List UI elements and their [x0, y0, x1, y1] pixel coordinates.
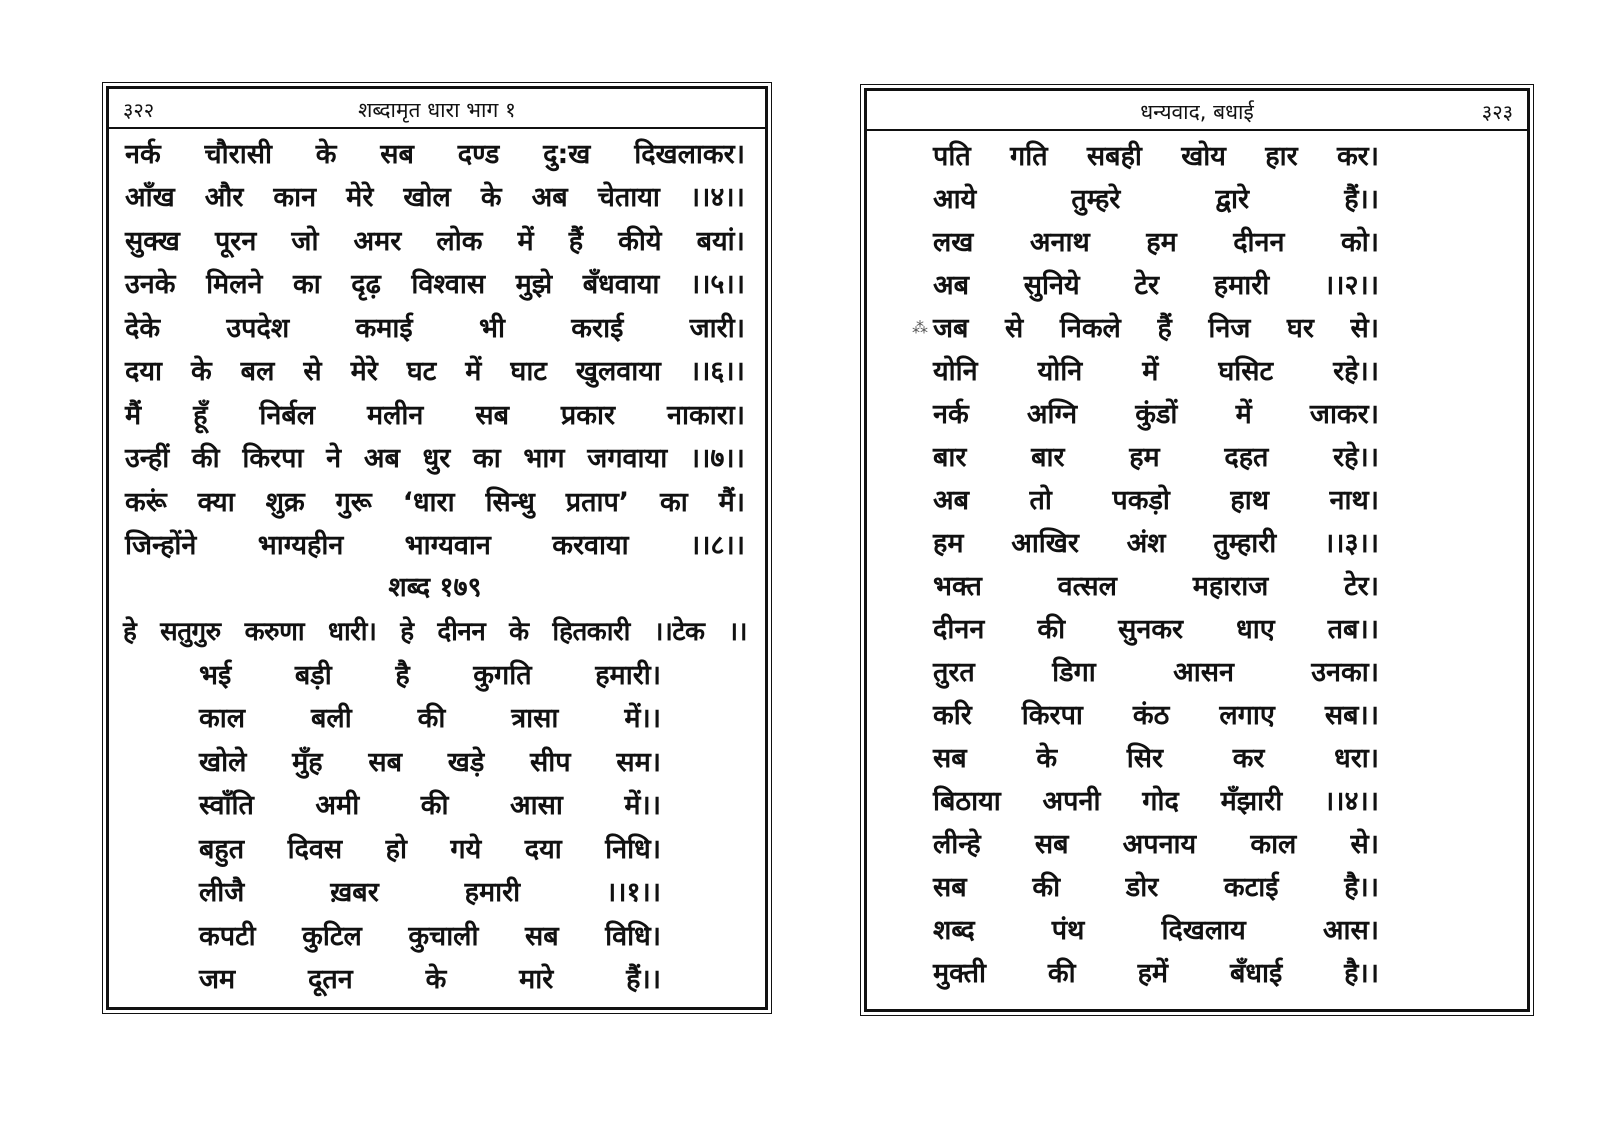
- word: नाथ।: [1329, 484, 1379, 516]
- word: दूतन: [308, 964, 353, 995]
- word: निर्बल: [259, 399, 316, 431]
- word: है।।: [1344, 957, 1379, 989]
- word: कुचाली: [408, 920, 479, 952]
- word: अमर: [353, 225, 402, 257]
- word: हाथ: [1230, 484, 1269, 516]
- word: दहत: [1224, 441, 1269, 473]
- word: किरपा: [242, 443, 304, 474]
- word: तब।।: [1327, 613, 1379, 645]
- word: प्रकार: [560, 399, 616, 431]
- word: अब: [933, 484, 970, 516]
- word: ।।१।।: [605, 877, 661, 908]
- word: से: [303, 356, 322, 387]
- word: आसन: [1173, 656, 1234, 688]
- word: तुम्हारी: [1213, 527, 1277, 559]
- word: सब: [933, 742, 967, 774]
- word: रहे।।: [1333, 441, 1379, 473]
- word: जम: [199, 964, 236, 995]
- word: से।: [1350, 828, 1379, 860]
- word: कान: [273, 182, 317, 213]
- left-indented-line: [199, 783, 661, 825]
- word: उनके: [125, 269, 176, 300]
- word: अपनाय: [1122, 828, 1197, 860]
- word: भाग्यहीन: [257, 530, 344, 561]
- word: मलीन: [366, 399, 424, 431]
- word: त्रासा: [511, 703, 559, 734]
- word: कुंडों: [1135, 398, 1178, 430]
- word: टेर: [1134, 269, 1160, 301]
- right-page-number: ३२३: [1481, 100, 1513, 124]
- word: की: [1037, 613, 1066, 645]
- word: दीनन: [933, 613, 985, 645]
- word: पूरन: [214, 225, 257, 257]
- word: अब: [933, 269, 970, 301]
- word: सबही: [1086, 140, 1142, 172]
- word: के: [480, 182, 502, 213]
- word: कमाई: [355, 312, 413, 344]
- word: और: [204, 182, 244, 213]
- word: सुक्ख: [125, 225, 180, 257]
- word: स्वाँति: [199, 790, 254, 821]
- word: मेरे: [350, 356, 378, 387]
- word: लीजै: [199, 877, 245, 908]
- word: सब: [475, 399, 509, 431]
- word: आस।: [1322, 914, 1379, 946]
- right-verse-line: [933, 606, 1379, 648]
- word: देके: [125, 312, 161, 344]
- word: खोल: [403, 182, 451, 213]
- word: दिखलाय: [1161, 914, 1246, 946]
- word: के: [190, 356, 212, 387]
- word: घाट: [510, 356, 547, 387]
- word: अपनी: [1042, 785, 1101, 817]
- word: हैं: [568, 225, 584, 257]
- word: हैं।।: [626, 964, 661, 995]
- scan-speck: ⁂: [912, 318, 928, 337]
- word: चेताया: [597, 182, 660, 213]
- left-page-number: ३२२: [123, 98, 155, 122]
- word: है।।: [1344, 871, 1379, 903]
- right-verse-line: [933, 821, 1379, 863]
- word: हैं: [1157, 312, 1172, 344]
- word: मँझारी: [1220, 785, 1283, 817]
- left-indented-line: [199, 957, 661, 999]
- word: हो: [385, 833, 407, 865]
- word: बार: [933, 441, 967, 473]
- word: नाकारा।: [666, 399, 745, 431]
- word: लगाए: [1219, 699, 1275, 731]
- word: हितकारी: [552, 617, 630, 647]
- left-page: [106, 86, 768, 1010]
- word: मुझे: [515, 269, 553, 300]
- word: बड़ी: [294, 659, 332, 691]
- word: धाए: [1236, 613, 1275, 645]
- word: मिलने: [206, 269, 263, 300]
- word: ‘धारा: [402, 486, 455, 518]
- right-page-header: [867, 91, 1527, 131]
- word: ।।८।।: [690, 530, 745, 561]
- word: मुँह: [292, 746, 323, 778]
- word: अग्नि: [1026, 398, 1078, 430]
- word: आखिर: [1011, 527, 1079, 559]
- left-verse-line: [125, 523, 745, 565]
- word: घसिट: [1218, 355, 1274, 387]
- right-verse-line: [933, 348, 1379, 390]
- word: नर्क: [125, 138, 161, 170]
- word: गये: [450, 833, 482, 865]
- word: ।।३।।: [1324, 527, 1379, 559]
- word: तो: [1029, 484, 1052, 516]
- word: दीनन: [437, 617, 486, 647]
- word: सम।: [616, 746, 661, 778]
- word: के: [315, 138, 337, 170]
- word: किरपा: [1021, 699, 1083, 731]
- right-verse-line: [933, 305, 1379, 347]
- left-page-header-title: शब्दामृत धारा भाग १: [358, 98, 516, 122]
- right-verse-line: [933, 864, 1379, 906]
- word: करुणा: [244, 617, 305, 647]
- word: उन्हीं: [125, 443, 170, 474]
- word: बयां।: [696, 225, 745, 257]
- right-verse-line: [933, 133, 1379, 175]
- word: डोर: [1125, 871, 1159, 903]
- word: ।।५।।: [689, 269, 745, 300]
- word: अनाथ: [1029, 226, 1090, 258]
- word: ।।टेक: [653, 617, 705, 647]
- word: हूँ: [193, 399, 208, 431]
- word: रहे।।: [1333, 355, 1379, 387]
- left-indented-line: [199, 913, 661, 955]
- word: हे: [400, 617, 414, 647]
- right-verse-line: [933, 950, 1379, 992]
- word: ।।: [728, 617, 747, 647]
- word: पकड़ो: [1112, 484, 1170, 516]
- right-verse-line: [933, 176, 1379, 218]
- word: लख: [933, 226, 974, 258]
- right-verse-line: [933, 649, 1379, 691]
- word: बिठाया: [933, 785, 1001, 817]
- word: हमारी: [464, 877, 521, 908]
- word: से।: [1350, 312, 1379, 344]
- word: हार: [1265, 140, 1298, 172]
- word: सब: [368, 746, 403, 778]
- word: अमी: [315, 790, 360, 821]
- word: सीप: [530, 746, 571, 778]
- word: वत्सल: [1057, 570, 1117, 602]
- word: भक्त: [933, 570, 982, 602]
- word: कराई: [571, 312, 624, 344]
- word: नर्क: [933, 398, 969, 430]
- word: शुक्र: [265, 486, 305, 518]
- word: हैं।।: [1344, 183, 1379, 215]
- word: पति: [933, 140, 971, 172]
- word: कुटिल: [302, 920, 362, 952]
- word: मेरे: [346, 182, 374, 213]
- word: धुर: [422, 443, 451, 474]
- right-verse-line: [933, 735, 1379, 777]
- word: निधि।: [605, 833, 661, 865]
- left-page-header: [109, 89, 765, 129]
- word: है: [395, 659, 410, 691]
- word: पंथ: [1051, 914, 1085, 946]
- left-verse-line: [125, 392, 745, 434]
- word: हमें: [1137, 957, 1169, 989]
- word: तुम्हरे: [1071, 183, 1121, 215]
- word: हम: [1146, 226, 1177, 258]
- word: कीये: [618, 225, 662, 257]
- word: हमारी: [1213, 269, 1270, 301]
- right-verse-line: [933, 434, 1379, 476]
- word: महाराज: [1192, 570, 1269, 602]
- left-indented-line: [199, 739, 661, 781]
- word: भी: [479, 312, 505, 344]
- word: मुक्ती: [933, 957, 987, 989]
- word: अब: [363, 443, 400, 474]
- word: लोक: [436, 225, 483, 257]
- word: कुगति: [473, 659, 532, 691]
- word: कटाई: [1223, 871, 1279, 903]
- right-page-header-title: धन्यवाद, बधाई: [1140, 100, 1254, 124]
- word: कपटी: [199, 920, 256, 952]
- word: का: [293, 269, 321, 300]
- left-verse-line: [125, 479, 745, 521]
- word: कंठ: [1132, 699, 1170, 731]
- word: के: [1036, 742, 1058, 774]
- word: जिन्होंने: [125, 530, 197, 561]
- left-verse-line: [125, 131, 745, 173]
- word: भाग: [523, 443, 565, 474]
- section-heading: शब्द १७९: [388, 572, 482, 603]
- word: जो: [291, 225, 319, 257]
- word: योनि: [1037, 355, 1083, 387]
- word: बली: [310, 703, 352, 734]
- word: ।।४।।: [1324, 785, 1379, 817]
- word: सिर: [1126, 742, 1164, 774]
- right-verse-line: [933, 520, 1379, 562]
- word: को।: [1341, 226, 1379, 258]
- word: के: [509, 617, 529, 647]
- word: उपदेश: [226, 312, 290, 344]
- word: दण्ड: [457, 138, 500, 170]
- word: हम: [933, 527, 964, 559]
- word: अंश: [1126, 527, 1166, 559]
- word: खोले: [199, 746, 247, 778]
- word: ख़बर: [330, 877, 379, 908]
- word: मैं।: [718, 486, 745, 518]
- word: से: [1005, 312, 1024, 344]
- word: सुनिये: [1023, 269, 1080, 301]
- word: मारे: [519, 964, 554, 995]
- left-indented-line: [199, 870, 661, 912]
- right-verse-line: [933, 219, 1379, 261]
- word: आँख: [125, 182, 175, 213]
- word: अब: [531, 182, 568, 213]
- word: शब्द: [933, 914, 975, 946]
- word: ।।७।।: [689, 443, 745, 474]
- word: आये: [933, 183, 977, 215]
- left-verse-line: [125, 305, 745, 347]
- left-verse-line: [125, 218, 745, 260]
- word: ।।२।।: [1323, 269, 1379, 301]
- word: कर: [1232, 742, 1265, 774]
- word: में: [1142, 355, 1159, 387]
- word: दिखलाकर।: [634, 138, 745, 170]
- word: क्या: [197, 486, 235, 518]
- word: दु:ख: [543, 138, 591, 170]
- word: कर।: [1336, 140, 1379, 172]
- word: बहुत: [199, 833, 245, 865]
- word: ने: [326, 443, 342, 474]
- word: गति: [1010, 140, 1048, 172]
- right-page: [864, 88, 1530, 1012]
- word: सब: [380, 138, 414, 170]
- word: द्वारे: [1215, 183, 1250, 215]
- right-verse-line: [933, 563, 1379, 605]
- word: बल: [240, 356, 275, 387]
- word: खुलवाया: [575, 356, 661, 387]
- word: में।।: [624, 703, 661, 734]
- word: की: [417, 703, 446, 734]
- left-indented-line: [199, 696, 661, 738]
- right-verse-line: [933, 262, 1379, 304]
- word: डिगा: [1052, 656, 1096, 688]
- word: में: [517, 225, 534, 257]
- left-verse-line: [125, 262, 745, 304]
- right-verse-line: [933, 778, 1379, 820]
- word: तुरत: [933, 656, 975, 688]
- word: हम: [1129, 441, 1160, 473]
- word: दिवस: [287, 833, 343, 865]
- word: में: [465, 356, 482, 387]
- word: की: [191, 443, 220, 474]
- word: विधि।: [605, 920, 661, 952]
- left-verse-line: [125, 436, 745, 478]
- right-verse-line: [933, 477, 1379, 519]
- word: के: [425, 964, 447, 995]
- left-indented-line: [199, 826, 661, 868]
- word: का: [659, 486, 688, 518]
- word: प्रताप’: [565, 486, 630, 518]
- left-verse-line: [125, 175, 745, 217]
- word: खोय: [1181, 140, 1226, 172]
- word: दया: [125, 356, 162, 387]
- word: करवाया: [552, 530, 629, 561]
- word: भई: [199, 659, 232, 691]
- word: गुरू: [335, 486, 372, 518]
- word: निकले: [1059, 312, 1121, 344]
- word: का: [472, 443, 501, 474]
- word: सतुगुरु: [160, 617, 221, 647]
- word: लीन्हे: [933, 828, 981, 860]
- word: ।।६।।: [689, 356, 745, 387]
- word: में।।: [624, 790, 661, 821]
- word: की: [1047, 957, 1076, 989]
- word: दया: [524, 833, 562, 865]
- right-verse-line: [933, 692, 1379, 734]
- word: योनि: [933, 355, 978, 387]
- word: करूं: [125, 486, 167, 518]
- word: हमारी।: [595, 659, 661, 691]
- word: ।।४।।: [689, 182, 745, 213]
- word: जब: [933, 312, 969, 344]
- word: हे: [123, 617, 137, 647]
- word: बँधवाया: [582, 269, 660, 300]
- word: खड़े: [447, 746, 485, 778]
- word: बँधाई: [1229, 957, 1283, 989]
- word: सब: [524, 920, 559, 952]
- right-verse-line: [933, 391, 1379, 433]
- word: सुनकर: [1118, 613, 1184, 645]
- word: विश्वास: [411, 269, 486, 300]
- word: करि: [933, 699, 972, 731]
- left-indented-line: [199, 652, 661, 694]
- word: सब: [1034, 828, 1069, 860]
- tek-line: [123, 609, 747, 651]
- word: में: [1235, 398, 1252, 430]
- word: दृढ़: [351, 269, 381, 300]
- left-verse-line: [125, 349, 745, 391]
- word: जाकर।: [1309, 398, 1379, 430]
- word: आसा: [509, 790, 563, 821]
- word: गोद: [1142, 785, 1179, 817]
- right-verse-line: [933, 907, 1379, 949]
- word: घर: [1286, 312, 1314, 344]
- word: बार: [1031, 441, 1065, 473]
- word: दीनन: [1233, 226, 1285, 258]
- word: सब।।: [1324, 699, 1379, 731]
- word: धरा।: [1334, 742, 1379, 774]
- word: काल: [199, 703, 246, 734]
- word: घट: [406, 356, 437, 387]
- word: धारी।: [327, 617, 377, 647]
- word: भाग्यवान: [404, 530, 491, 561]
- word: निज: [1208, 312, 1251, 344]
- word: उनका।: [1311, 656, 1379, 688]
- word: मैं: [125, 399, 142, 431]
- word: जगवाया: [587, 443, 668, 474]
- word: सिन्धु: [485, 486, 535, 518]
- word: की: [1032, 871, 1061, 903]
- word: सब: [933, 871, 967, 903]
- word: जारी।: [689, 312, 745, 344]
- word: की: [420, 790, 449, 821]
- word: काल: [1250, 828, 1297, 860]
- word: टेर।: [1344, 570, 1379, 602]
- word: चौरासी: [204, 138, 272, 170]
